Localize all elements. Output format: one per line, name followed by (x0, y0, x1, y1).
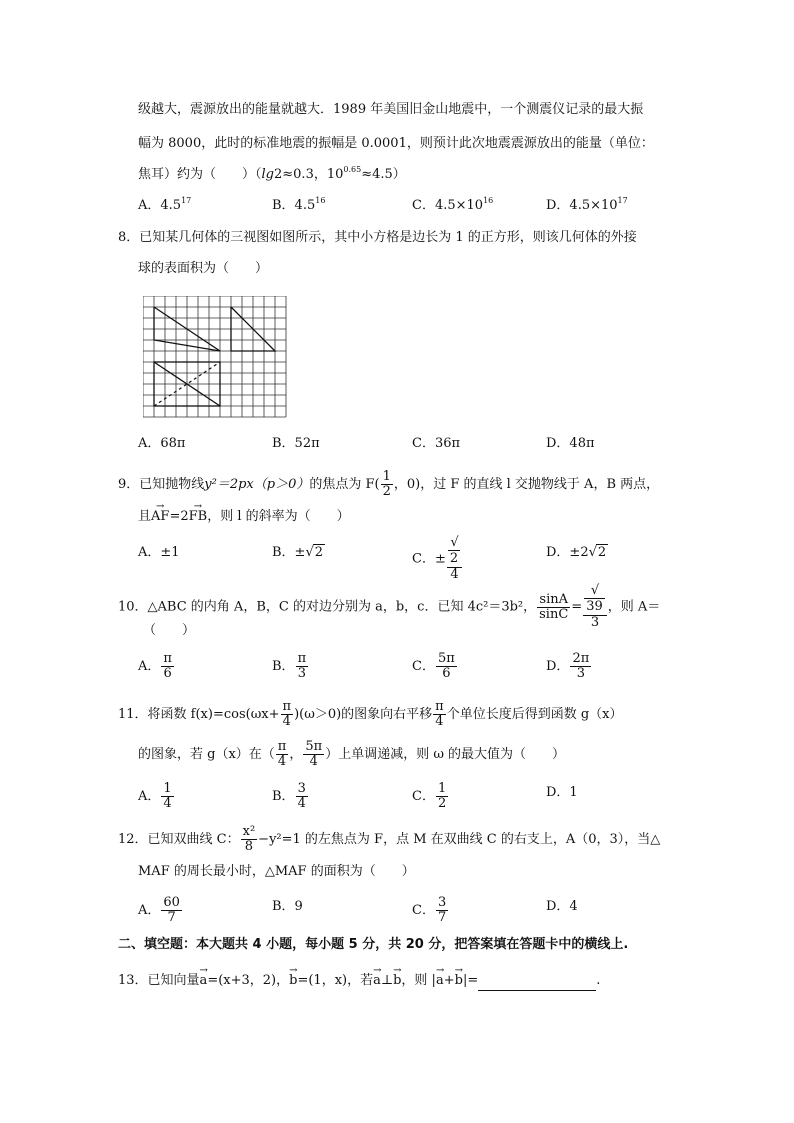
q11-option-c: C． $\frac{1}{2}$ (412, 781, 447, 811)
q8-option-a: A．68π (138, 436, 186, 451)
q10-line2: （ ） (143, 623, 196, 638)
q11-option-b: B． $\frac{3}{4}$ (272, 781, 306, 811)
q8-line2: 球的表面积为（ ） (138, 261, 269, 276)
vector-af: → AF (151, 507, 169, 527)
q7-option-a: A．$4.5^{17}$ (138, 196, 192, 213)
vector-b: → b (289, 971, 297, 991)
q12-line2: MAF 的周长最小时，△MAF 的面积为（ ） (138, 864, 415, 879)
q8-option-d: D．48π (546, 436, 595, 451)
q11-option-d: D．1 (546, 785, 578, 800)
q7-option-d: D．$4.5\times 10^{17}$ (546, 196, 628, 213)
q9-option-a: A．±1 (138, 545, 180, 560)
q9-option-b: B．±√2 (272, 545, 324, 560)
q9-fraction: $\frac{1}{2}$ (382, 469, 391, 499)
q8-option-b: B．52π (272, 436, 320, 451)
q9-option-d: D．±2√2 (546, 545, 607, 560)
q7-line2: 幅为 8000，此时的标准地震的振幅是 0.0001，则预计此次地震震源放出的能量（单位： (138, 136, 654, 151)
q11-option-a: A． $\frac{1}{4}$ (138, 781, 172, 811)
q12-option-c: C． $\frac{3}{7}$ (412, 895, 447, 925)
q9-line2: 且→ AF=2→ FB，则 l 的斜率为（ ） (138, 507, 350, 527)
answer-blank[interactable] (478, 976, 596, 991)
q12-line1: 12．已知双曲线 C： $\frac{\text{x²}}{8}$ −y²=1 的左焦点为 F，点 M 在双曲线 C 的右支上，A（0，3），当△ (118, 824, 661, 854)
vector-a: → a (200, 971, 208, 991)
three-view-grid-figure (143, 296, 287, 418)
q10-option-c: C． $\frac{5\pi}{6}$ (412, 651, 455, 681)
q7-line3: 焦耳）约为（ ）（lg2≈0.3，$10^{0.65}\approx 4.5$） (138, 165, 406, 182)
q9-line1: 9．已知抛物线y²＝2px（p＞0）的焦点为 F( $\frac{1}{2}$ ，0)，过 F 的直线 l 交抛物线于 A，B 两点， (118, 469, 660, 499)
q7-option-b: B．$4.5^{16}$ (272, 196, 326, 213)
q12-option-a: A． $\frac{60}{7}$ (138, 895, 180, 925)
q8-option-c: C．36π (412, 436, 461, 451)
q12-option-d: D．4 (546, 899, 578, 914)
q13-line1: 13．已知向量→ a=(x+3，2)，→ b=(1，x)，若→ a⊥→ b，则 |→ a+→ b|= . (118, 971, 600, 991)
q10-option-a: A． $\frac{\pi}{6}$ (138, 651, 172, 681)
vector-fb: → FB (189, 507, 208, 527)
q10-option-b: B． $\frac{\pi}{3}$ (272, 651, 307, 681)
q10-line1: 10．△ABC 的内角 A，B，C 的对边分别为 a，b，c．已知 4c²＝3b²， $\frac{\sin A}{\sin C}$ = √ 39 3 ，则 A＝ (118, 583, 661, 630)
q7-option-c: C．$4.5\times 10^{16}$ (412, 196, 494, 213)
q8-line1: 8．已知某几何体的三视图如图所示，其中小方格是边长为 1 的正方形，则该几何体的外接 (118, 230, 637, 245)
q11-line1: 11．将函数 f(x)=cos(ωx+ $\frac{\pi}{4}$ )(ω＞0)的图象向右平移 $\frac{\pi}{4}$ 个单位长度后得到函数 g（x） (118, 699, 623, 729)
q11-line2: 的图象，若 g（x）在（ $\frac{\pi}{4}$ ， $\frac{5\pi}{4}$ ）上单调递减，则 ω 的最大值为（ ） (138, 739, 566, 769)
q9-option-c: C．± √ 2 4 (412, 536, 463, 582)
q12-option-b: B．9 (272, 899, 303, 914)
section-heading-fill-in: 二、填空题：本大题共 4 小题，每小题 5 分，共 20 分，把答案填在答题卡中的横线上. (118, 937, 629, 952)
q7-line1: 级越大，震源放出的能量就越大．1989 年美国旧金山地震中，一个测震仪记录的最大振 (138, 102, 644, 117)
q10-option-d: D． $\frac{2\pi}{3}$ (546, 651, 590, 681)
